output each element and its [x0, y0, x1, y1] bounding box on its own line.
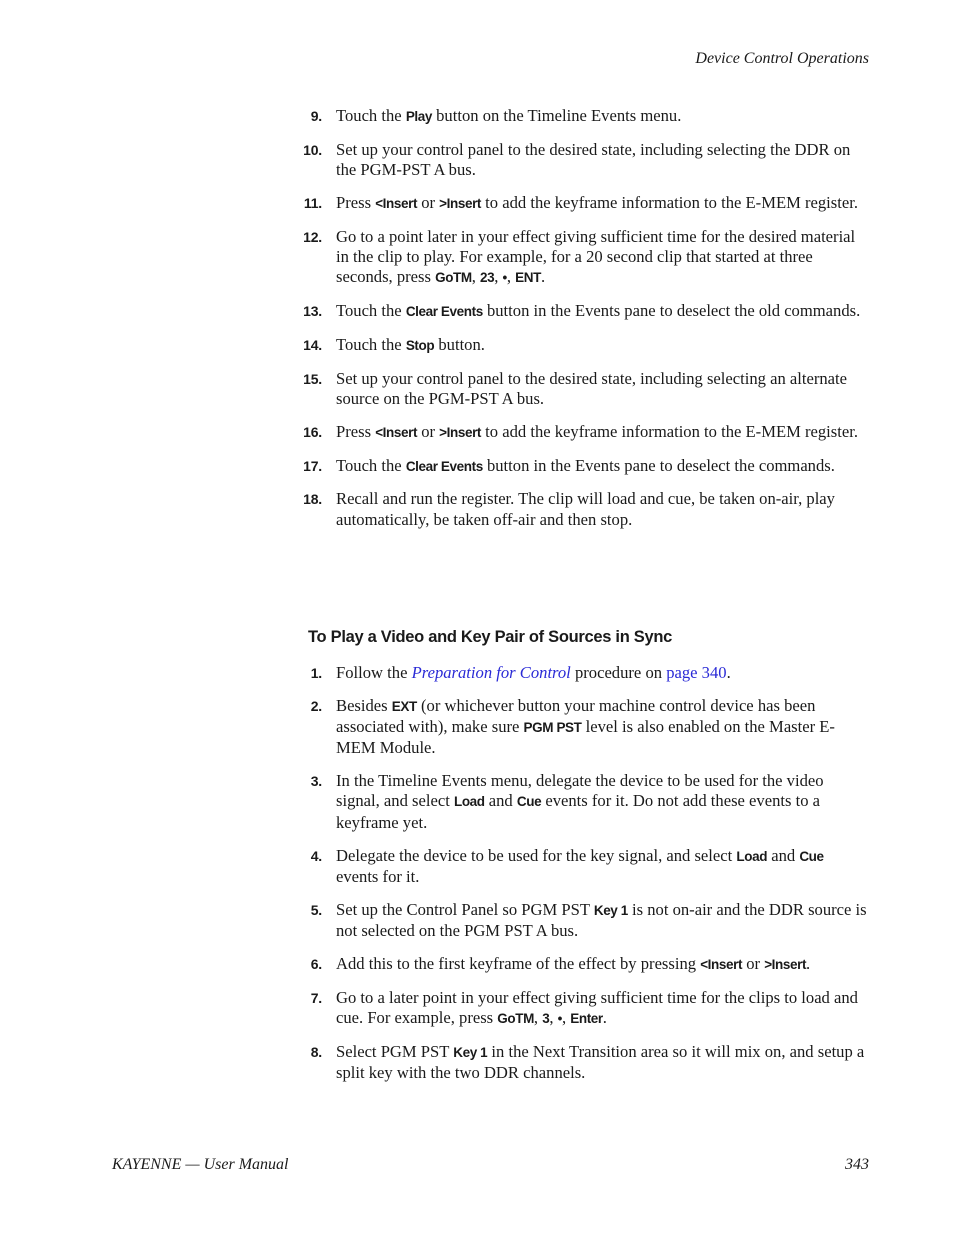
list-item: 15. Set up your control panel to the desired state, including selecting an alternate source on the PGM-PST A bus. [303, 368, 848, 408]
steps-list-sync [0, 663, 954, 1096]
step-number: 9. [310, 108, 322, 124]
step-number: 10. [303, 141, 322, 158]
step-number: 16. [303, 423, 322, 440]
list-item: 10. Set up your control panel to the desired state, including selecting the DDR on the PGM-PST A bus. [303, 139, 851, 180]
ui-label: >Insert [764, 956, 807, 972]
section-heading: To Play a Video and Key Pair of Sources in Sync [308, 628, 672, 646]
ui-label: <Insert [375, 195, 418, 211]
step-number: 12. [303, 228, 322, 245]
ui-label: Cue [516, 794, 542, 810]
list-item: 1. Follow the Preparation for Control procedure on page 340. [310, 663, 731, 682]
list-item: 6. Add this to the first keyframe of the effect by pressing <Insert or >Insert. [310, 953, 811, 973]
step-number: 6. [310, 955, 322, 972]
steps-list-continued [0, 106, 954, 542]
ui-label: PGM PST [523, 720, 582, 736]
ui-label: ENT [515, 270, 541, 286]
preparation-for-control-link[interactable]: Preparation for Control [411, 663, 571, 682]
ui-label: • [557, 1010, 562, 1026]
ui-label: Enter [570, 1010, 603, 1026]
list-item: 14. Touch the Stop button. [303, 334, 485, 354]
ui-label: Load [736, 848, 768, 864]
step-number: 17. [303, 457, 322, 474]
list-item: 5. Set up the Control Panel so PGM PST Key 1 is not on-air and the DDR source is not selected on the PGM PST A bus. [310, 899, 867, 940]
step-number: 15. [303, 370, 322, 387]
ui-label: GoTM [435, 270, 472, 286]
list-item: 11. Press <Insert or >Insert to add the keyframe information to the E-MEM register. [303, 192, 858, 212]
ui-label: Play [405, 109, 432, 124]
ui-label: <Insert [375, 424, 418, 440]
running-header: Device Control Operations [695, 50, 869, 67]
ui-label: Key 1 [453, 1044, 488, 1060]
list-item: 18. Recall and run the register. The clip will load and cue, be taken on-air, play automatically, be taken off-air and then stop. [303, 489, 835, 529]
step-number: 14. [303, 336, 322, 353]
list-item: 2. Besides EXT (or whichever button your machine control device has been associated with), make sure PGM PST level is also enabled on the Master E-MEM Module. [310, 695, 835, 758]
step-number: 5. [310, 901, 322, 918]
list-item: 13. Touch the Clear Events button in the Events pane to deselect the old commands. [303, 301, 861, 321]
list-item: 8. Select PGM PST Key 1 in the Next Transition area so it will mix on, and setup a split key with the two DDR channels. [310, 1041, 865, 1082]
step-number: 7. [310, 989, 322, 1006]
page-reference-link[interactable]: page 340 [666, 663, 727, 682]
ui-label: Cue [799, 848, 824, 864]
ui-label: EXT [391, 698, 417, 714]
step-number: 8. [310, 1043, 322, 1060]
ui-label: Clear Events [405, 304, 483, 320]
ui-label: GoTM [497, 1010, 534, 1026]
list-item: 4. Delegate the device to be used for the key signal, and select Load and Cue events for it. [310, 845, 824, 886]
ui-label: Stop [405, 337, 435, 353]
ui-label: Clear Events [405, 458, 483, 474]
ui-label: • [502, 270, 507, 286]
step-number: 3. [310, 773, 322, 790]
ui-label: 23 [480, 270, 495, 286]
list-item: 3. In the Timeline Events menu, delegate the device to be used for the video signal, and select Load and Cue events for it. Do not add these events to a keyframe yet. [310, 771, 824, 832]
step-number: 18. [303, 491, 322, 508]
list-item: 9. Touch the Play button on the Timeline Events menu. [310, 106, 682, 125]
list-item: 12. Go to a point later in your effect giving sufficient time for the desired material in the clip to play. For example, for a 20 second clip that started at three seconds, press GoTM, 23, •, ENT. [303, 226, 856, 287]
list-item: 17. Touch the Clear Events button in the Events pane to deselect the commands. [303, 455, 835, 475]
ui-label: <Insert [700, 956, 743, 972]
ui-label: Load [453, 794, 485, 810]
step-number: 13. [303, 303, 322, 320]
ui-label: Key 1 [593, 902, 628, 918]
list-item: 7. Go to a later point in your effect giving sufficient time for the clips to load and cue. For example, press GoTM, 3, •, Enter. [310, 987, 858, 1027]
step-number: 1. [310, 665, 322, 681]
footer-page-number: 343 [845, 1156, 869, 1173]
ui-label: 3 [542, 1010, 550, 1026]
step-number: 2. [310, 697, 322, 714]
footer-manual-title: KAYENNE — User Manual [112, 1156, 289, 1173]
ui-label: >Insert [439, 424, 482, 440]
step-number: 4. [310, 847, 322, 864]
list-item: 16. Press <Insert or >Insert to add the keyframe information to the E-MEM register. [303, 421, 858, 441]
step-number: 11. [303, 194, 322, 211]
ui-label: >Insert [439, 195, 482, 211]
